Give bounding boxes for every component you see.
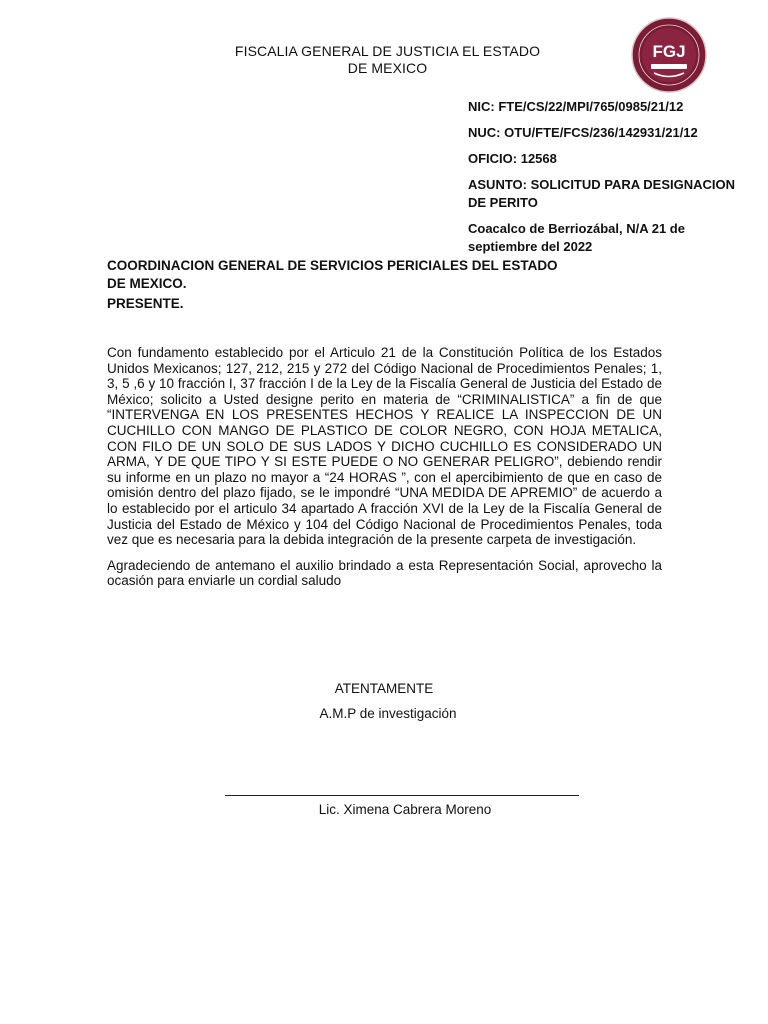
place-and-date: Coacalco de Berriozábal, N/A 21 de septiembre del 2022 bbox=[468, 221, 685, 254]
letter-body bbox=[107, 345, 662, 599]
fgj-logo bbox=[630, 16, 708, 94]
recipient-name: COORDINACION GENERAL DE SERVICIOS PERICIALES DEL ESTADO DE MEXICO. bbox=[107, 258, 558, 291]
nuc-number: NUC: OTU/FTE/FCS/236/142931/21/12 bbox=[468, 125, 698, 140]
signature-line bbox=[225, 795, 579, 796]
body-paragraph-1: Con fundamento establecido por el Articulo 21 de la Constitución Política de los Estados Unidos Mexicanos; 127, 212, 215 y 272 del Código Nacional de Procedimientos Penales; 1, 3, 5 ,6 y 10 fracción I, 37 fracción I de la Ley de la Fiscalía General de Justicia del Estado de México; solicito a Usted designe perito en materia de “CRIMINALISTICA” a fin de que “INTERVENGA EN LOS PRESENTES HECHOS Y REALICE LA INSPECCION DE UN CUCHILLO CON MANGO DE PLASTICO DE COLOR NEGRO, CON HOJA METALICA, CON FILO DE UN SOLO DE SUS LADOS Y DICHO CUCHILLO ES CONSIDERADO UN ARMA, Y DE QUE TIPO Y SI ESTE PUEDE O NO GENERAR PELIGRO”, debiendo rendir su informe en un plazo no mayor a “24 HORAS ”, con el apercibimiento de que en caso de omisión dentro del plazo fijado, se le impondré “UNA MEDIDA DE APREMIO” de acuerdo a lo establecido por el articulo 34 apartado A fracción XVI de la Ley de la Fiscalía General de Justicia del Estado de México y 104 del Código Nacional de Procedimientos Penales, toda vez que es necesaria para la debida integración de la presente carpeta de investigación. bbox=[107, 345, 662, 548]
institution-header bbox=[190, 43, 585, 77]
logo-text: FGJ bbox=[652, 42, 686, 61]
file-references bbox=[468, 98, 738, 262]
oficio-number: OFICIO: 12568 bbox=[468, 151, 557, 166]
signer-name: Lic. Ximena Cabrera Moreno bbox=[318, 802, 492, 817]
body-paragraph-2: Agradeciendo de antemano el auxilio brindado a esta Representación Social, aprovecho la ocasión para enviarle un cordial saludo bbox=[107, 557, 662, 589]
asunto-subject: ASUNTO: SOLICITUD PARA DESIGNACION DE PERITO bbox=[468, 177, 735, 210]
presente-label: PRESENTE. bbox=[107, 296, 184, 311]
header-title-line-2: DE MEXICO bbox=[347, 60, 428, 76]
nic-number: NIC: FTE/CS/22/MPI/765/0985/21/12 bbox=[468, 99, 684, 114]
header-title-line-1: FISCALIA GENERAL DE JUSTICIA EL ESTADO bbox=[234, 43, 541, 59]
signer-position: A.M.P de investigación bbox=[319, 706, 457, 721]
atentamente-label: ATENTAMENTE bbox=[334, 681, 434, 696]
